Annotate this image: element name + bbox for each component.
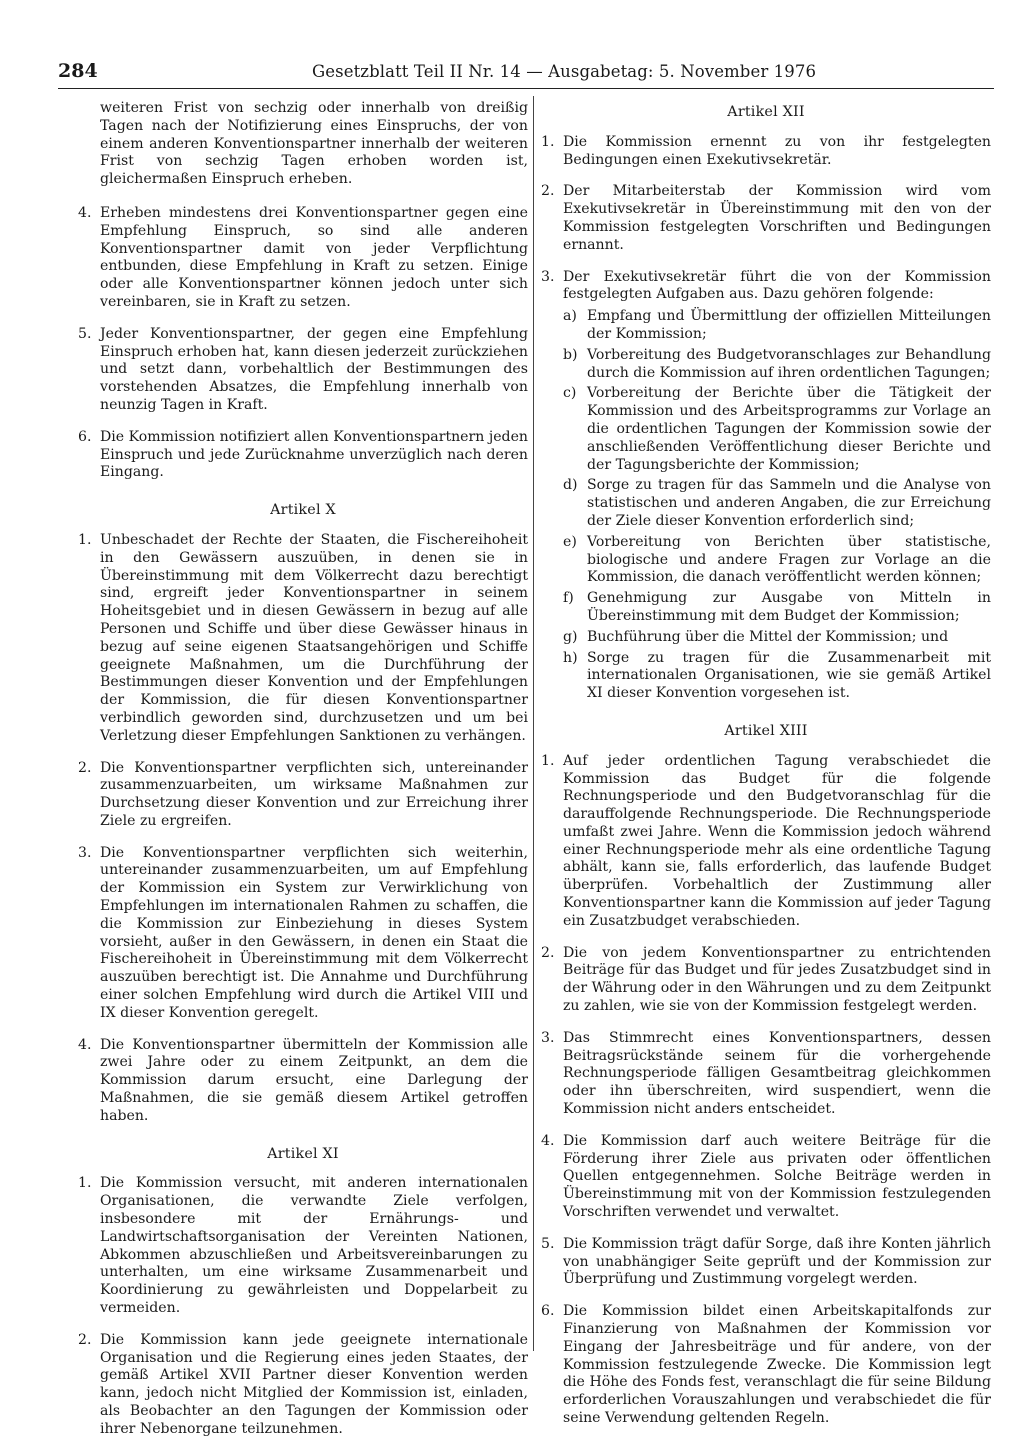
- paragraph-text: Jeder Konventionspartner, der gegen eine Empfehlung Einspruch erhoben hat, kann diesen jederzeit zurückziehen und setzt dann, vorbehaltlich der Bestimmungen des vorstehenden Absatzes, die Empfehlung innerhalb von neunzig Tagen in Kraft.: [100, 325, 528, 413]
- paragraph: [541, 945, 991, 1016]
- paragraph: [78, 760, 528, 831]
- sub-item: [541, 534, 991, 587]
- right-column: [541, 104, 991, 1426]
- paragraph: [78, 532, 528, 746]
- continuation-paragraph: weiteren Frist von sechzig oder innerhalb von dreißig Tagen nach der Notifizierung eines Einspruchs, der von einem anderen Konventionspartner innerhalb der weiteren Frist von sechzig Tagen erhoben worden ist, gleichermaßen Einspruch erheben.: [100, 100, 528, 188]
- paragraph-text: Die Kommission versucht, mit anderen internationalen Organisationen, die verwandte Ziele verfolgen, insbesondere mit der Ernährungs- und Landwirtschaftsorganisation der Vereinten Nationen, Abkommen abzuschließen und Arbeitsvereinbarungen zu unterhalten, um eine wirksame Zusammenarbeit und Koordinierung zu gewährleisten und Doppelarbeit zu vermeiden.: [100, 1175, 528, 1317]
- article-heading: Artikel XIII: [724, 722, 808, 739]
- paragraph: [78, 326, 528, 415]
- paragraph-number: 5.: [78, 325, 92, 342]
- sub-item: [541, 385, 991, 474]
- paragraph-text: Unbeschadet der Rechte der Staaten, die Fischereihoheit in den Gewässern auszuüben, in denen sie in Übereinstimmung mit dem Völkerrecht dazu berechtigt sind, ergreift jeder Konventionspartner in seinem Hoheitsgebiet und in diesen Gewässern in bezug auf alle Personen und Schiffe und über diese Gewässer hinaus in bezug auf seine eigenen Staatsangehörigen und Schiffe geeignete Maßnahmen, um die Durchführung der Bestimmungen dieser Konvention und der Empfehlungen der Kommission, die für diesen Konventionspartner verbindlich geworden sind, durchzusetzen und um bei Verletzung dieser Empfehlungen Sanktionen zu verhängen.: [100, 531, 528, 744]
- paragraph-number: 2.: [541, 183, 555, 200]
- paragraph-number: 3.: [541, 1029, 555, 1046]
- paragraph: [541, 183, 991, 254]
- paragraph-text: Die von jedem Konventionspartner zu entrichtenden Beiträge für das Budget und für jedes Zusatzbudget sind in der Währung oder in den Währungen und zu dem Zeitpunkt zu zahlen, wie sie von der Kommission festgelegt werden.: [563, 944, 991, 1015]
- paragraph-number: 2.: [541, 944, 555, 961]
- sub-item-text: Empfang und Übermittlung der offiziellen Mitteilungen der Kommission;: [587, 308, 991, 342]
- sub-item-text: Vorbereitung der Berichte über die Tätigkeit der Kommission und des Arbeitsprogramms zur Vorlage an die ordentlichen Tagungen der Kommission sowie der anschließenden Veröffentlichung dieser Berichte und der Tagungsberichte der Kommission;: [587, 385, 991, 473]
- paragraph: [541, 1133, 991, 1222]
- paragraph-text: Die Kommission bildet einen Arbeitskapitalfonds zur Finanzierung von Maßnahmen der Kommission vor Eingang der Jahresbeiträge und für andere, von der Kommission festzulegende Zwecke. Die Kommission legt die Höhe des Fonds fest, veranschlagt die für seine Bildung erforderlichen Vorauszahlungen und verabschiedet die für seine Verwendung geltenden Regeln.: [563, 1303, 991, 1426]
- paragraph-text: Die Kommission kann jede geeignete internationale Organisation und die Regierung eines jeden Staates, der gemäß Artikel XVII Partner dieser Konvention werden kann, jedoch nicht Mitglied der Kommission ist, einladen, als Beobachter an den Tagungen der Kommission oder ihrer Nebenorgane teilzunehmen.: [100, 1331, 528, 1437]
- paragraph-text: Der Exekutivsekretär führt die von der Kommission festgelegten Aufgaben aus. Dazu gehören folgende:: [563, 268, 991, 303]
- sub-item: [541, 347, 991, 383]
- left-column: [78, 100, 528, 1437]
- sub-item-text: Sorge zu tragen für die Zusammenarbeit mit internationalen Organisationen, wie sie gemäß Artikel XI dieser Konvention vorgesehen ist.: [587, 649, 991, 702]
- sub-item-letter: b): [563, 346, 578, 363]
- paragraph-text: Der Mitarbeiterstab der Kommission wird vom Exekutivsekretär in Übereinstimmung mit den von der Kommission festgelegten Vorschriften und Bedingungen ernannt.: [563, 183, 991, 253]
- sub-item-letter: d): [563, 477, 578, 494]
- paragraph: [541, 753, 991, 931]
- paragraph: [541, 1303, 991, 1428]
- paragraph-text: Die Kommission notifiziert allen Konventionspartnern jeden Einspruch und jede Zurücknahme unverzüglich nach deren Eingang.: [100, 428, 528, 481]
- paragraph-text: Erheben mindestens drei Konventionspartner gegen eine Empfehlung Einspruch, so sind alle anderen Konventionspartner damit von jeder Verpflichtung entbunden, diese Empfehlung in Kraft zu setzen. Einige oder alle Konventionspartner können jedoch unter sich vereinbaren, sie in Kraft zu setzen.: [100, 204, 528, 310]
- paragraph-number: 4.: [541, 1132, 555, 1149]
- paragraph: [78, 1332, 528, 1439]
- sub-item: [541, 477, 991, 530]
- paragraph-number: 1.: [541, 752, 555, 769]
- sub-item-text: Genehmigung zur Ausgabe von Mitteln in Übereinstimmung mit dem Budget der Kommission;: [587, 590, 991, 624]
- sub-item-letter: g): [563, 628, 578, 645]
- paragraph-number: 1.: [541, 133, 555, 150]
- sub-item-letter: h): [563, 649, 578, 666]
- paragraph-number: 5.: [541, 1235, 555, 1252]
- paragraph-number: 2.: [78, 1331, 92, 1348]
- article-heading: Artikel X: [270, 502, 336, 519]
- paragraph: [78, 205, 528, 312]
- paragraph-text: Die Kommission ernennt zu von ihr festgelegten Bedingungen einen Exekutivsekretär.: [563, 133, 991, 168]
- article-heading: Artikel XII: [727, 104, 805, 120]
- sub-item-letter: a): [563, 308, 577, 325]
- paragraph-number: 3.: [78, 844, 92, 861]
- paragraph: [78, 1175, 528, 1317]
- paragraph-number: 2.: [78, 759, 92, 776]
- sub-item: [541, 308, 991, 344]
- paragraph: [541, 134, 991, 170]
- page-number: 284: [58, 60, 98, 82]
- paragraph-number: 4.: [78, 1036, 92, 1053]
- paragraph-text: Das Stimmrecht eines Konventionspartners, dessen Beitragsrückstände seinem für die vorhergehende Rechnungsperiode fälligen Gesamtbeitrag gleichkommen oder ihn überschreiten, wird suspendiert, wenn die Kommission nicht anders entscheidet.: [563, 1029, 991, 1118]
- sub-item: [541, 650, 991, 703]
- paragraph: [541, 1236, 991, 1289]
- article-heading: Artikel XI: [267, 1145, 339, 1162]
- column-divider: [533, 96, 534, 1351]
- sub-item-letter: c): [563, 385, 577, 402]
- paragraph-number: 6.: [78, 428, 92, 445]
- paragraph-text: Die Konventionspartner verpflichten sich weiterhin, untereinander zusammenzuarbeiten, um auf Empfehlung der Kommission ein System zur Verwirklichung von Empfehlungen im internationalen Rahmen zu schaffen, die die Kommission zur Einbeziehung in dieses System vorsieht, außer in den Gewässern, in denen ein Staat die Fischereihoheit in Übereinstimmung mit dem Völkerrecht auszuüben berechtigt ist. Die Annahme und Durchführung einer solchen Empfehlung wird durch die Artikel VIII und IX dieser Konvention geregelt.: [100, 844, 528, 1021]
- paragraph-text: Die Kommission trägt dafür Sorge, daß ihre Konten jährlich von unabhängiger Seite geprüft und der Kommission zur Überprüfung und Zustimmung vorgelegt werden.: [563, 1235, 991, 1288]
- sub-item-text: Vorbereitung von Berichten über statistische, biologische und andere Fragen zur Vorlage an die Kommission, die danach veröffentlicht werden können;: [587, 533, 991, 586]
- paragraph-text: Die Konventionspartner verpflichten sich, untereinander zusammenzuarbeiten, um wirksame Maßnahmen zur Durchsetzung dieser Konvention und zur Erreichung ihrer Ziele zu ergreifen.: [100, 759, 528, 829]
- sub-item-text: Sorge zu tragen für das Sammeln und die Analyse von statistischen und anderen Angaben, die zur Erreichung der Ziele dieser Konvention erforderlich sind;: [587, 477, 991, 529]
- sub-item-letter: f): [563, 590, 574, 607]
- paragraph-text: Die Kommission darf auch weitere Beiträge für die Förderung ihrer Ziele aus privaten oder öffentlichen Quellen entgegennehmen. Solche Beiträge werden in Übereinstimmung mit von der Kommission festzulegenden Vorschriften verwendet und verwaltet.: [563, 1132, 991, 1221]
- paragraph: [78, 845, 528, 1023]
- paragraph: [541, 1030, 991, 1119]
- sub-item: [541, 590, 991, 626]
- paragraph-number: 3.: [541, 268, 555, 285]
- paragraph: [78, 429, 528, 482]
- paragraph-number: 6.: [541, 1303, 555, 1320]
- sub-item-letter: e): [563, 533, 577, 550]
- sub-item-text: Vorbereitung des Budgetvoranschlages zur Behandlung durch die Kommission auf ihren ordentlichen Tagungen;: [587, 346, 991, 381]
- paragraph: [541, 269, 991, 305]
- sub-item-text: Buchführung über die Mittel der Kommission; und: [587, 628, 949, 645]
- paragraph: [78, 1037, 528, 1126]
- paragraph-text: Auf jeder ordentlichen Tagung verabschiedet die Kommission das Budget für die folgende Rechnungsperiode und den Budgetvoranschlag für die darauffolgende Rechnungsperiode. Die Rechnungsperiode umfaßt zwei Jahre. Wenn die Kommission jedoch während einer Rechnungsperiode mehr als eine ordentliche Tagung abhält, kann sie, falls erforderlich, das laufende Budget überprüfen. Vorbehaltlich der Zustimmung aller Konventionspartner kann die Kommission auf jeder Tagung ein Zusatzbudget verabschieden.: [563, 752, 991, 929]
- running-title: Gesetzblatt Teil II Nr. 14 — Ausgabetag: 5. November 1976: [312, 62, 817, 81]
- page-header: [58, 58, 994, 89]
- paragraph-number: 4.: [78, 204, 92, 221]
- paragraph-number: 1.: [78, 1175, 92, 1192]
- paragraph-text: Die Konventionspartner übermitteln der Kommission alle zwei Jahre oder zu einem Zeitpunkt, an dem die Kommission darum ersucht, eine Darlegung der Maßnahmen, die sie gemäß diesem Artikel getroffen haben.: [100, 1036, 528, 1124]
- paragraph-number: 1.: [78, 531, 92, 548]
- sub-item: [541, 629, 991, 647]
- sub-item-list: [541, 308, 991, 703]
